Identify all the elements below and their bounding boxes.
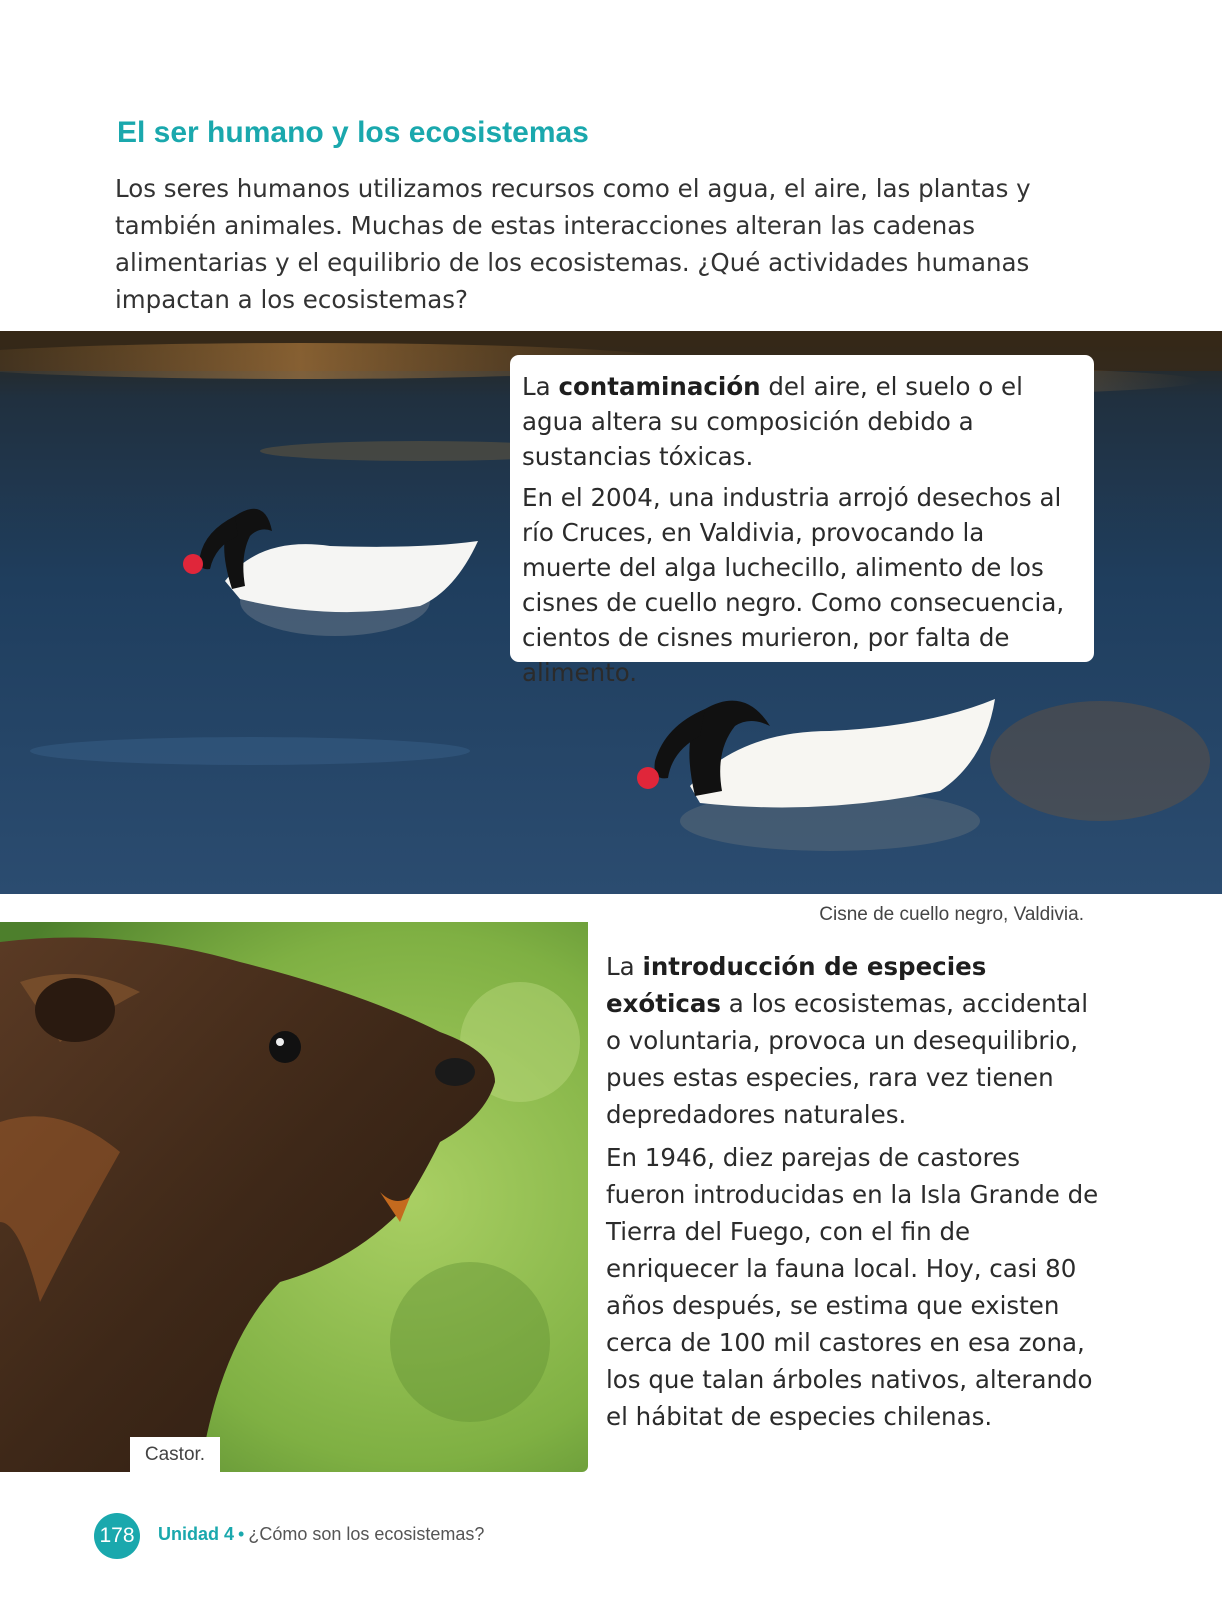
beaver-photo [0,922,588,1472]
exotic-lead: La introducción de especies exóticas a los ecosistemas, accidental o voluntaria, provoca un desequilibrio, pues estas especies, rara vez tienen depredadores naturales. [606,952,1089,1129]
beaver-caption: Castor. [130,1437,220,1472]
footer-separator: • [238,1524,245,1544]
section-heading: El ser humano y los ecosistemas [117,116,589,149]
exotic-species-text [606,948,1106,1441]
pollution-example: En el 2004, una industria arrojó desechos al río Cruces, en Valdivia, provocando la muerte del alga luchecillo, alimento de los cisnes de cuello negro. Como consecuencia, cientos de cisnes murieron, por falta de alimento. [522,483,1065,687]
exotic-example: En 1946, diez parejas de castores fueron introducidas en la Isla Grande de Tierra del Fuego, con el fin de enriquecer la fauna local. Hoy, casi 80 años después, se estima que existen cerca de 100 mil castores en esa zona, los que talan árboles nativos, alterando el hábitat de especies chilenas. [606,1143,1099,1431]
page-number: 178 [94,1513,140,1559]
pollution-callout [510,355,1094,687]
footer-title: ¿Cómo son los ecosistemas? [248,1524,485,1544]
pollution-term: contaminación [558,372,761,401]
footer-unit: Unidad 4 [158,1524,235,1544]
footer [158,1524,484,1545]
pollution-lead: La contaminación del aire, el suelo o el agua altera su composición debido a sustancias tóxicas. [522,372,1023,471]
exotic-term: introducción de especies exóticas [606,952,987,1018]
swan-caption: Cisne de cuello negro, Valdivia. [819,904,1084,925]
intro-paragraph: Los seres humanos utilizamos recursos como el agua, el aire, las plantas y también animales. Muchas de estas interacciones alteran las cadenas alimentarias y el equilibrio de los ecosistemas. ¿Qué actividades humanas impactan a los ecosistemas? [115,174,1031,314]
